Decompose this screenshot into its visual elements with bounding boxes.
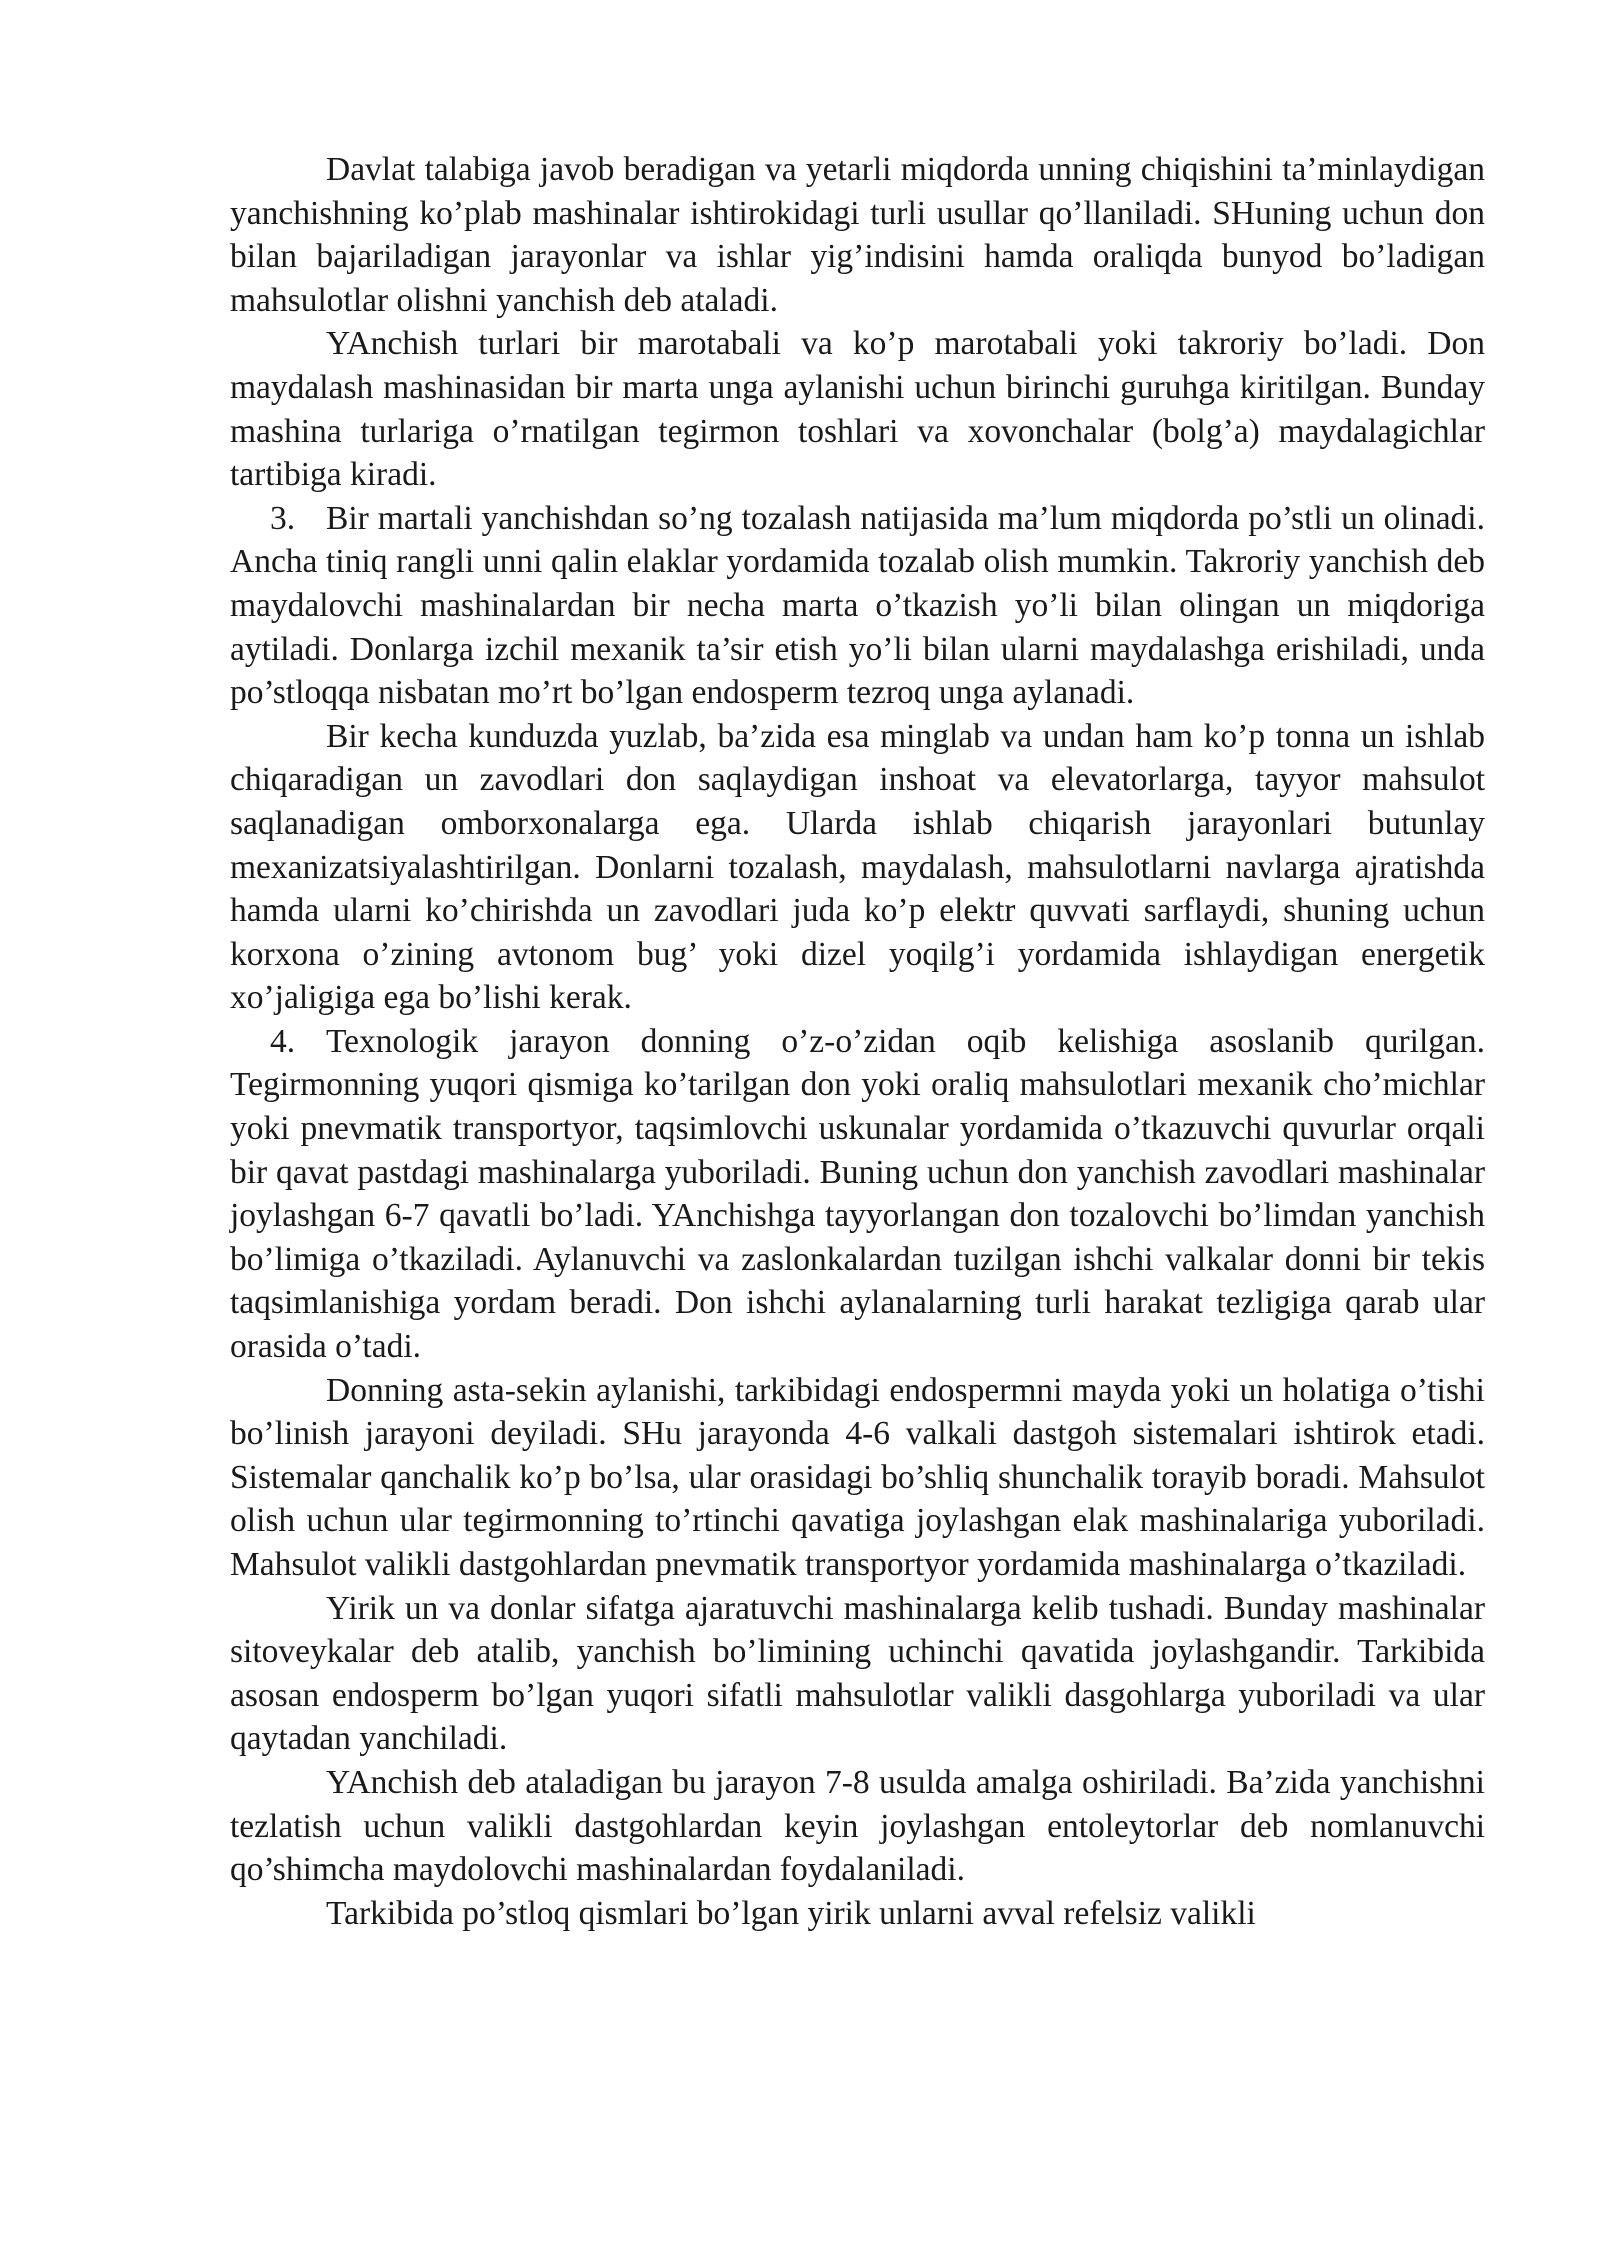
paragraph: [230, 322, 1485, 496]
paragraph-text: Texnologik jarayon donning o’z-o’zidan oqib kelishiga asoslanib qurilgan. Tegirmonning yuqori qismiga ko’tarilgan don yoki oraliq mahsulotlari mexanik cho’michlar yoki pnevmatik transportyor, taqsimlovchi uskunalar yordamida o’tkazuvchi quvurlar orqali bir qavat pastdagi mashinalarga yuboriladi. Buning uchun don yanchish zavodlari mashinalar joylashgan 6-7 qavatli bo’ladi. YAnchishga tayyorlangan don tozalovchi bo’limdan yanchish bo’limiga o’tkaziladi. Aylanuvchi va zaslonkalardan tuzilgan ishchi valkalar donni bir tekis taqsimlanishiga yordam beradi. Don ishchi aylanalarning turli harakat tezligiga qarab ular orasida o’tadi.: [230, 1022, 1485, 1366]
paragraph: [230, 1587, 1485, 1761]
list-number: 3.: [270, 499, 296, 537]
numbered-paragraph: [230, 1020, 1485, 1369]
paragraph-text: YAnchish deb ataladigan bu jarayon 7-8 usulda amalga oshiriladi. Ba’zida yanchishni tezlatish uchun valikli dastgohlardan keyin joylashgan entoleytorlar deb nomlanuvchi qo’shimcha maydolovchi mashinalardan foydalaniladi.: [230, 1763, 1485, 1889]
paragraph: [230, 1369, 1485, 1587]
paragraph-text: YAnchish turlari bir marotabali va ko’p marotabali yoki takroriy bo’ladi. Don maydalash mashinasidan bir marta unga aylanishi uchun birinchi guruhga kiritilgan. Bunday mashina turlariga o’rnatilgan tegirmon toshlari va xovonchalar (bolg’a) maydalagichlar tartibiga kiradi.: [230, 325, 1485, 494]
paragraph-text: Donning asta-sekin aylanishi, tarkibidagi endospermni mayda yoki un holatiga o’tishi bo’linish jarayoni deyiladi. SHu jarayonda 4-6 valkali dastgoh sistemalari ishtirok etadi. Sistemalar qanchalik ko’p bo’lsa, ular orasidagi bo’shliq shunchalik torayib boradi. Mahsulot olish uchun ular tegirmonning to’rtinchi qavatiga joylashgan elak mashinalariga yuboriladi. Mahsulot valikli dastgohlardan pnevmatik transportyor yordamida mashinalarga o’tkaziladi.: [230, 1371, 1485, 1583]
paragraph-text: Davlat talabiga javob beradigan va yetarli miqdorda unning chiqishini ta’minlaydigan yanchishning ko’plab mashinalar ishtirokidagi turli usullar qo’llaniladi. SHuning uchun don bilan bajariladigan jarayonlar va ishlar yig’indisini hamda oraliqda bunyod bo’ladigan mahsulotlar olishni yanchish deb ataladi.: [230, 151, 1485, 319]
paragraph: [230, 148, 1485, 322]
paragraph-text: Yirik un va donlar sifatga ajaratuvchi mashinalarga kelib tushadi. Bunday mashinalar sitoveykalar deb atalib, yanchish bo’limining uchinchi qavatida joylashgandir. Tarkibida asosan endosperm bo’lgan yuqori sifatli mahsulotlar valikli dasgohlarga yuboriladi va ular qaytadan yanchiladi.: [230, 1589, 1485, 1758]
paragraph: [230, 1761, 1485, 1892]
paragraph: [230, 1892, 1485, 1936]
document-page: [230, 148, 1485, 1935]
paragraph: [230, 715, 1485, 1020]
paragraph-text: Bir martali yanchishdan so’ng tozalash natijasida ma’lum miqdorda po’stli un olinadi. Ancha tiniq rangli unni qalin elaklar yordamida tozalab olish mumkin. Takroriy yanchish deb maydalovchi mashinalardan bir necha marta o’tkazish yo’li bilan olingan un miqdoriga aytiladi. Donlarga izchil mexanik ta’sir etish yo’li bilan ularni maydalashga erishiladi, unda po’stloqqa nisbatan mo’rt bo’lgan endosperm tezroq unga aylanadi.: [230, 499, 1485, 712]
list-number: 4.: [270, 1022, 296, 1060]
paragraph-text: Tarkibida po’stloq qismlari bo’lgan yirik unlarni avval refelsiz valikli: [326, 1894, 1256, 1932]
numbered-paragraph: [230, 497, 1485, 715]
paragraph-text: Bir kecha kunduzda yuzlab, ba’zida esa minglab va undan ham ko’p tonna un ishlab chiqaradigan un zavodlari don saqlaydigan inshoat va elevatorlarga, tayyor mahsulot saqlanadigan omborxonalarga ega. Ularda ishlab chiqarish jarayonlari butunlay mexanizatsiyalashtirilgan. Donlarni tozalash, maydalash, mahsulotlarni navlarga ajratishda hamda ularni ko’chirishda un zavodlari juda ko’p elektr quvvati sarflaydi, shuning uchun korxona o’zining avtonom bug’ yoki dizel yoqilg’i yordamida ishlaydigan energetik xo’jaligiga ega bo’lishi kerak.: [230, 717, 1485, 1017]
